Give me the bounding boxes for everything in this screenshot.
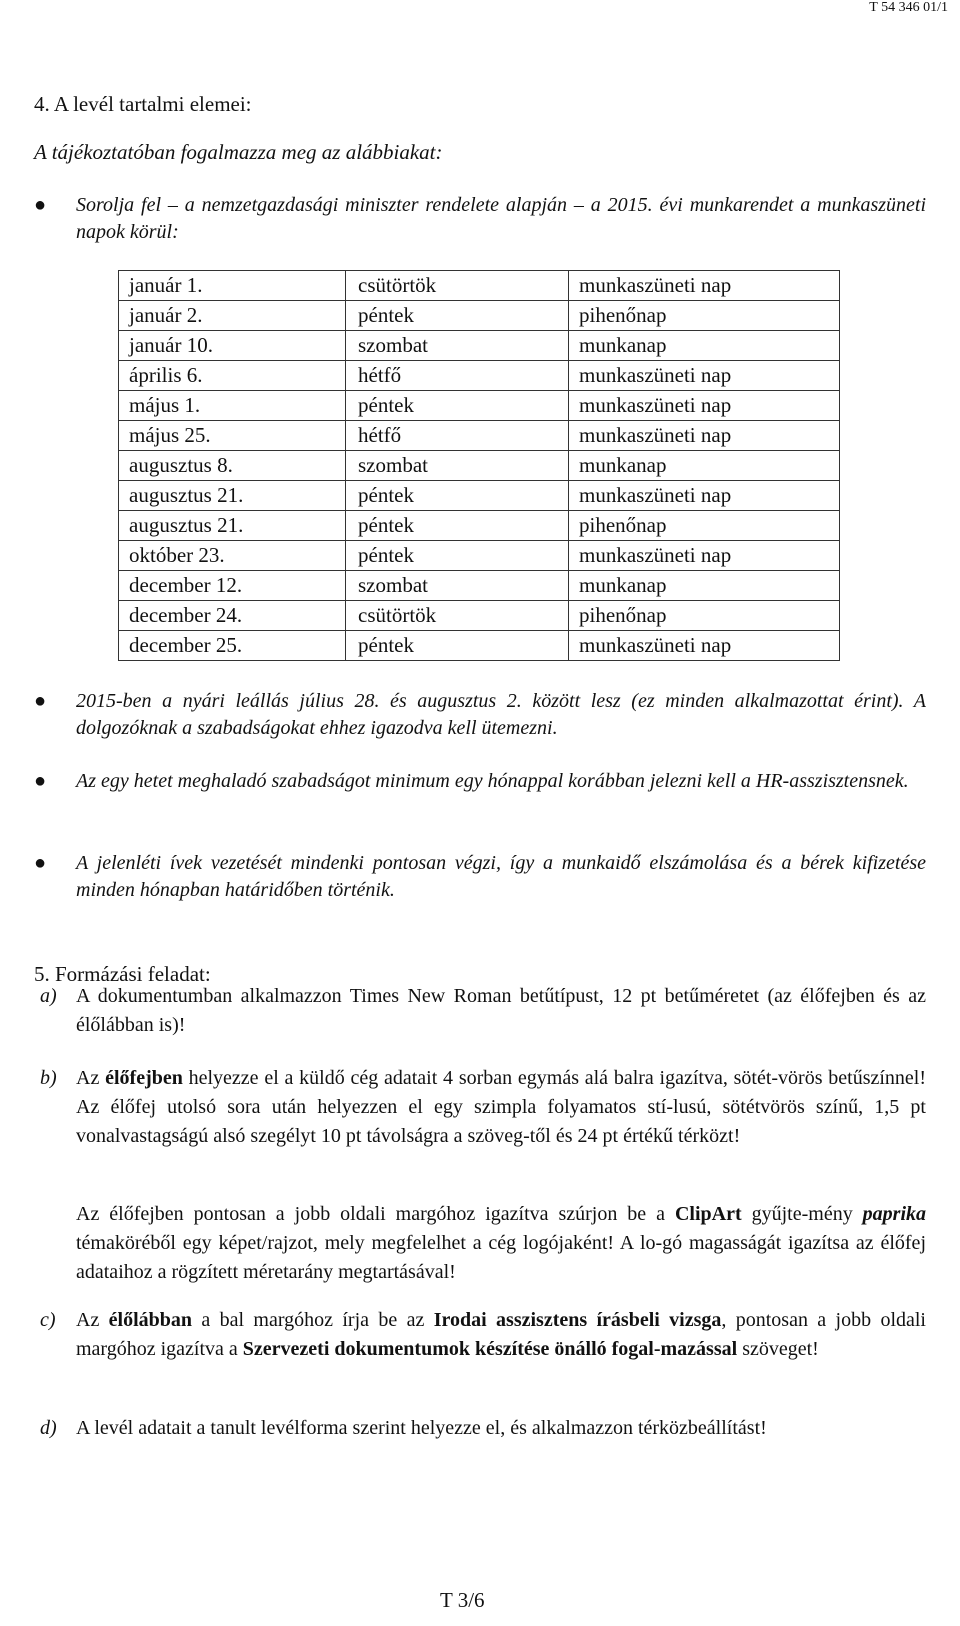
task-label: a) [40,985,57,1007]
task-text [76,1306,926,1364]
section-5-heading: 5. Formázási feladat: [34,962,211,986]
task-label: c) [40,1309,56,1331]
weekday-cell: hétfő [346,421,569,451]
table-row [119,391,840,421]
task-d [34,1414,926,1443]
table-row [119,631,840,661]
daytype-cell: munkaszüneti nap [569,541,840,571]
weekday-cell: péntek [346,511,569,541]
bold-run: ClipArt [674,1203,742,1225]
weekday-cell: péntek [346,541,569,571]
task-text [76,1064,926,1151]
table-row [119,331,840,361]
daytype-cell: munkanap [569,571,840,601]
task-text [76,1200,926,1287]
bullet-leave-notice [34,768,926,795]
weekday-cell: péntek [346,391,569,421]
task-label: b) [40,1067,57,1089]
table-row [119,481,840,511]
table-row [119,511,840,541]
task-text: A levél adatait a tanult levélforma szerint helyezze el, és alkalmazzon térközbeállítást! [76,1417,767,1439]
table-row [119,361,840,391]
daytype-cell: pihenőnap [569,301,840,331]
weekday-cell: szombat [346,331,569,361]
bold-run: élőlábban [108,1309,193,1331]
weekday-cell: csütörtök [346,601,569,631]
weekday-cell: péntek [346,631,569,661]
daytype-cell: munkaszüneti nap [569,481,840,511]
bullet-text: Az egy hetet meghaladó szabadságot minimum egy hónappal korábban jelezni kell a HR-asszisztensnek. [76,770,909,792]
holiday-table [118,270,840,661]
daytype-cell: munkanap [569,451,840,481]
text-run: , pontosan a jobb oldali margóhoz igazítva a [76,1309,926,1360]
bullet-icon: ● [34,770,47,792]
daytype-cell: munkanap [569,331,840,361]
table-row [119,571,840,601]
date-cell: január 2. [119,301,346,331]
table-row [119,301,840,331]
bold-italic-run: paprika [862,1203,926,1225]
section-4-heading: 4. A levél tartalmi elemei: [34,92,252,116]
bullet-summer-shutdown [34,688,926,742]
task-b-clipart [34,1200,926,1287]
text-run: Az élőfejben pontosan a jobb oldali margóhoz igazítva szúrjon be a [76,1203,675,1225]
date-cell: április 6. [119,361,346,391]
weekday-cell: péntek [346,481,569,511]
bold-run: Szervezeti dokumentumok készítése önálló fogal-mazással [242,1338,738,1360]
text-run: Az [76,1309,109,1331]
bullet-text: Sorolja fel – a nemzetgazdasági miniszter rendelete alapján – a 2015. évi munkarendet a munkaszüneti napok körül: [76,194,926,243]
daytype-cell: munkaszüneti nap [569,421,840,451]
daytype-cell: pihenőnap [569,601,840,631]
weekday-cell: szombat [346,571,569,601]
bullet-text: 2015-ben a nyári leállás július 28. és augusztus 2. között lesz (ez minden alkalmazottat érint). A dolgozóknak a szabadságokat ehhez igazodva kell ütemezni. [76,690,926,739]
bullet-icon: ● [34,690,47,712]
section-4-intro: A tájékoztatóban fogalmazza meg az alábbiakat: [34,140,443,164]
text-run: témaköréből egy képet/rajzot, mely megfelelhet a cég logójaként! A lo-gó magasságát igazítsa az élőfej adataihoz a rögzített méretarány megtartásával! [76,1232,926,1283]
table-row [119,601,840,631]
date-cell: augusztus 21. [119,511,346,541]
bullet-text: A jelenléti ívek vezetését mindenki pontosan végzi, így a munkaidő elszámolása és a bérek kifizetése minden hónapban határidőben történik. [76,852,926,901]
table-row [119,421,840,451]
bold-run: élőfejben [105,1067,183,1089]
date-cell: december 12. [119,571,346,601]
date-cell: augusztus 21. [119,481,346,511]
daytype-cell: pihenőnap [569,511,840,541]
text-run: gyűjte-mény [741,1203,863,1225]
task-a [34,982,926,1040]
text-run: a bal margóhoz írja be az [192,1309,434,1331]
daytype-cell: munkaszüneti nap [569,271,840,301]
text-run: szöveget! [737,1338,819,1360]
task-c [34,1306,926,1364]
bullet-icon: ● [34,194,47,216]
table-row [119,541,840,571]
bold-run: Irodai asszisztens írásbeli vizsga [433,1309,722,1331]
bullet-workday-schedule [34,192,926,246]
task-label: d) [40,1417,57,1439]
table-row [119,451,840,481]
weekday-cell: péntek [346,301,569,331]
date-cell: január 10. [119,331,346,361]
daytype-cell: munkaszüneti nap [569,391,840,421]
date-cell: augusztus 8. [119,451,346,481]
table-row [119,271,840,301]
daytype-cell: munkaszüneti nap [569,361,840,391]
weekday-cell: csütörtök [346,271,569,301]
document-code: T 54 346 01/1 [869,0,948,15]
bullet-attendance-sheets [34,850,926,904]
task-text: A dokumentumban alkalmazzon Times New Roman betűtípust, 12 pt betűméretet (az élőfejben és az élőlábban is)! [76,985,926,1036]
text-run: Az [76,1067,106,1089]
date-cell: december 25. [119,631,346,661]
bullet-icon: ● [34,852,47,874]
date-cell: december 24. [119,601,346,631]
page-number: T 3/6 [440,1588,485,1612]
weekday-cell: szombat [346,451,569,481]
date-cell: május 25. [119,421,346,451]
weekday-cell: hétfő [346,361,569,391]
daytype-cell: munkaszüneti nap [569,631,840,661]
text-run: helyezze el a küldő cég adatait 4 sorban egymás alá balra igazítva, sötét-vörös betűszínnel! Az élőfej utolsó sora után helyezzen el egy szimpla folyamatos stí-lusú, sötétvörös színű, 1,5 pt vonalvastagságú alsó szegélyt 10 pt távolságra a szöveg-től és 24 pt értékű térközt! [76,1067,927,1147]
date-cell: október 23. [119,541,346,571]
date-cell: január 1. [119,271,346,301]
date-cell: május 1. [119,391,346,421]
task-b [34,1064,926,1151]
